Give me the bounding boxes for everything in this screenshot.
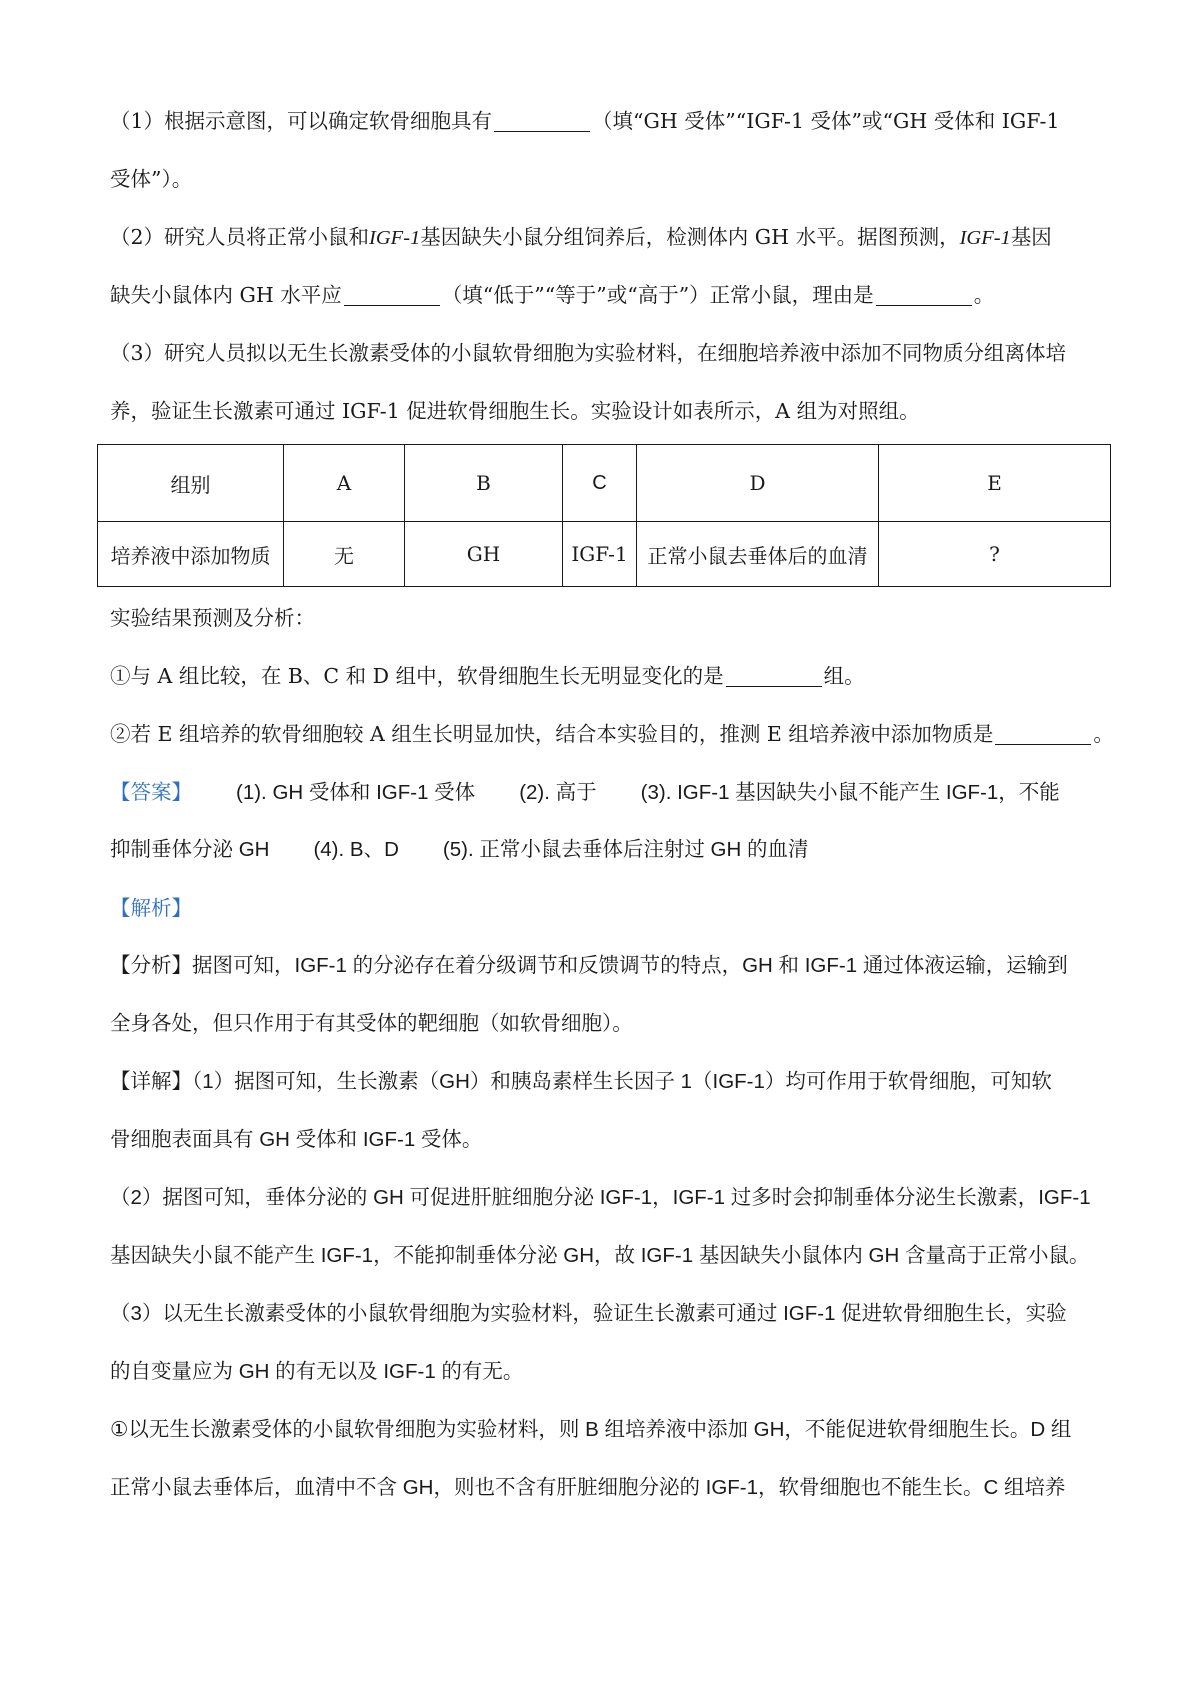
analysis-line: [110, 1343, 1105, 1401]
question-1-options-end: 受体”）。: [110, 167, 193, 191]
analysis-line: [110, 1227, 1105, 1285]
analysis-text: ①以无生长激素受体的小鼠软骨细胞为实验材料，则 B 组培养液中添加 GH，不能促进软骨细胞生长。D 组: [110, 1418, 1072, 1441]
result-item-1: [110, 647, 1105, 705]
analysis-text: 全身各处，但只作用于有其受体的靶细胞（如软骨细胞）。: [110, 1012, 633, 1035]
analysis-line: [110, 1459, 1105, 1517]
analysis-text: 【详解】（1）据图可知，生长激素（GH）和胰岛素样生长因子 1（IGF-1）均可作用于软骨细胞，可知软: [110, 1070, 1052, 1093]
analysis-text: 【分析】据图可知，IGF-1 的分泌存在着分级调节和反馈调节的特点，GH 和 IGF-1 通过体液运输，运输到: [110, 954, 1068, 977]
table-cell: E: [879, 445, 1111, 522]
question-1-options: （填“GH 受体”“IGF-1 受体”或“GH 受体和 IGF-1: [592, 109, 1060, 133]
table-cell: 正常小鼠去垂体后的血清: [637, 522, 879, 587]
answer-blank: [995, 724, 1091, 745]
answer-label: 【答案】: [110, 780, 192, 804]
answer-item: (1). GH 受体和 IGF-1 受体: [236, 781, 476, 804]
question-3-line-1: [110, 324, 1105, 382]
answer-blank: [344, 285, 440, 306]
analysis-line: [110, 1285, 1105, 1343]
question-3-text: 养，验证生长激素可通过 IGF-1 促进软骨细胞生长。实验设计如表所示，A 组为对照组。: [110, 399, 920, 423]
table-cell: GH: [405, 522, 563, 587]
question-2-line-2: [110, 266, 1105, 324]
analysis-line: [110, 937, 1105, 995]
table-cell: B: [405, 445, 563, 522]
question-2-text: （2）研究人员将正常小鼠和: [110, 225, 370, 249]
question-2-text: 。: [973, 283, 995, 307]
gene-name: IGF-1: [369, 227, 421, 249]
result-text: ②若 E 组培养的软骨细胞较 A 组生长明显加快，结合本实验目的，推测 E 组培养液中添加物质是: [110, 722, 994, 746]
answer-blank: [726, 666, 822, 687]
analysis-line: [110, 1111, 1105, 1169]
document-page: [110, 92, 1114, 1517]
answer-blank: [494, 111, 590, 132]
answer-item: (2). 高于: [519, 781, 597, 804]
question-2-text: 基因: [1010, 225, 1052, 249]
result-title: [110, 589, 1105, 647]
table-cell: ?: [879, 522, 1111, 587]
question-3-text: （3）研究人员拟以无生长激素受体的小鼠软骨细胞为实验材料，在细胞培养液中添加不同物质分组离体培: [110, 341, 1067, 365]
result-text: 组。: [823, 664, 865, 688]
table-cell: 培养液中添加物质: [98, 522, 284, 587]
analysis-text: 正常小鼠去垂体后，血清中不含 GH，则也不含有肝脏细胞分泌的 IGF-1，软骨细胞也不能生长。C 组培养: [110, 1476, 1066, 1499]
table-cell: IGF-1: [563, 522, 637, 587]
experiment-table: [97, 444, 1111, 587]
answer-item: (5). 正常小鼠去垂体后注射过 GH 的血清: [442, 838, 809, 861]
table-cell: A: [284, 445, 405, 522]
question-1-line-1: [110, 92, 1105, 150]
question-2-line-1: [110, 208, 1105, 266]
table-cell: C: [563, 445, 637, 522]
analysis-text: （3）以无生长激素受体的小鼠软骨细胞为实验材料，验证生长激素可通过 IGF-1 促进软骨细胞生长，实验: [110, 1302, 1067, 1325]
question-1-text: （1）根据示意图，可以确定软骨细胞具有: [110, 109, 493, 133]
answer-item: (4). B、D: [313, 838, 399, 861]
answer-line-1: [110, 763, 1105, 821]
result-title-text: 实验结果预测及分析：: [110, 606, 315, 630]
analysis-text: 基因缺失小鼠不能产生 IGF-1，不能抑制垂体分泌 GH，故 IGF-1 基因缺失小鼠体内 GH 含量高于正常小鼠。: [110, 1244, 1090, 1267]
gene-name: IGF-1: [959, 227, 1011, 249]
table-cell: 组别: [98, 445, 284, 522]
analysis-text: 的自变量应为 GH 的有无以及 IGF-1 的有无。: [110, 1360, 524, 1383]
question-2-text: 缺失小鼠体内 GH 水平应: [110, 283, 342, 307]
table-header-row: [98, 445, 1111, 522]
question-2-text: 基因缺失小鼠分组饲养后，检测体内 GH 水平。据图预测，: [420, 225, 960, 249]
answer-line-2: [110, 821, 1105, 879]
analysis-line: [110, 995, 1105, 1053]
analysis-text: （2）据图可知，垂体分泌的 GH 可促进肝脏细胞分泌 IGF-1，IGF-1 过多时会抑制垂体分泌生长激素，IGF-1: [110, 1186, 1091, 1209]
answer-item: (3). IGF-1 基因缺失小鼠不能产生 IGF-1，不能: [640, 781, 1060, 804]
result-item-2: [110, 705, 1114, 763]
analysis-label: 【解析】: [110, 896, 192, 920]
analysis-line: [110, 1053, 1105, 1111]
analysis-text: 骨细胞表面具有 GH 受体和 IGF-1 受体。: [110, 1128, 483, 1151]
analysis-line: [110, 1169, 1105, 1227]
table-row: [98, 522, 1111, 587]
table-cell: D: [637, 445, 879, 522]
question-2-text: （填“低于”“等于”或“高于”）正常小鼠，理由是: [441, 283, 874, 307]
question-3-line-2: [110, 382, 1105, 440]
answer-blank: [876, 285, 972, 306]
question-1-line-2: [110, 150, 1105, 208]
result-text: 。: [1093, 722, 1114, 746]
analysis-line: [110, 1401, 1105, 1459]
answer-item: 抑制垂体分泌 GH: [110, 838, 270, 861]
analysis-label-line: [110, 879, 1105, 937]
result-text: ①与 A 组比较，在 B、C 和 D 组中，软骨细胞生长无明显变化的是: [110, 664, 724, 688]
table-cell: 无: [284, 522, 405, 587]
